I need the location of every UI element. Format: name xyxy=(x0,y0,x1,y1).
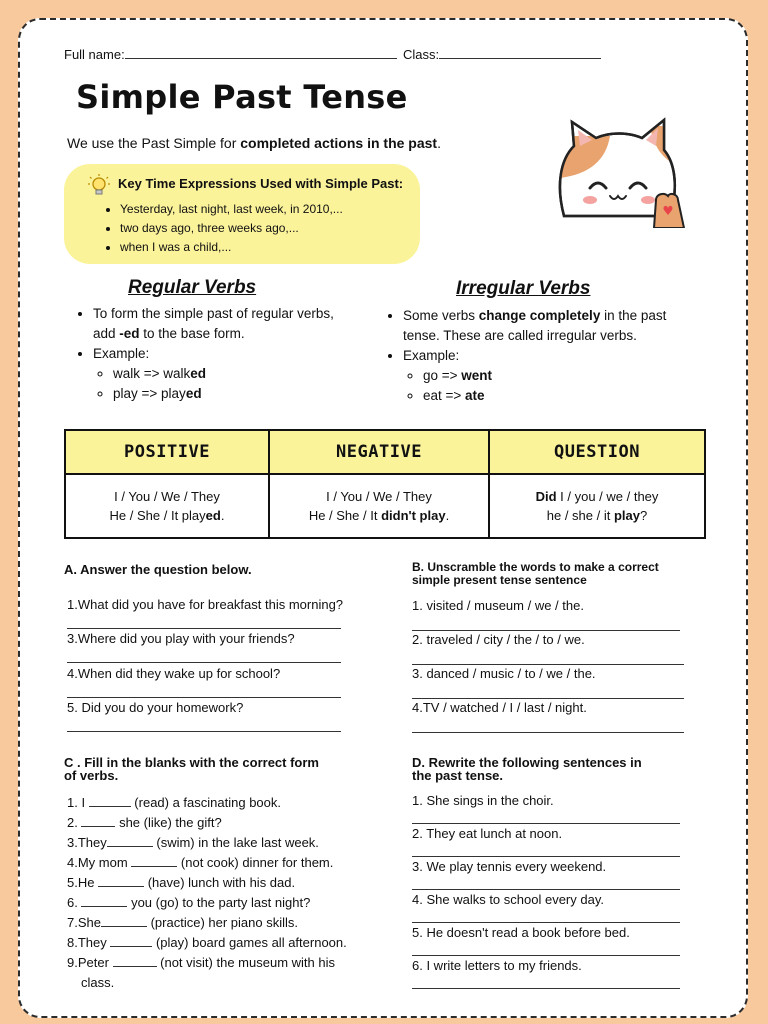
rewrite-3: 3. We play tennis every weekend. xyxy=(412,859,607,874)
section-b-heading xyxy=(412,561,659,587)
regular-verbs-section xyxy=(75,304,355,404)
blank-field[interactable] xyxy=(81,814,115,827)
negative-end: . xyxy=(445,508,450,523)
section-c-heading-line: C . Fill in the blanks with the correct form xyxy=(64,755,319,770)
list-item xyxy=(93,344,355,404)
answer-line[interactable] xyxy=(67,730,341,732)
blank-field[interactable] xyxy=(113,954,157,967)
answer-line[interactable] xyxy=(67,661,341,663)
question-end: ? xyxy=(639,508,648,523)
item-text: 4.My mom xyxy=(67,855,132,870)
example-bold: ate xyxy=(465,388,485,403)
list-item xyxy=(113,384,355,404)
question-a1: 1.What did you have for breakfast this morning? xyxy=(67,597,344,612)
intro-prefix: We use the Past Simple for xyxy=(67,135,241,151)
answer-line[interactable] xyxy=(412,855,680,857)
irregular-verbs-section xyxy=(385,306,705,406)
answer-line[interactable] xyxy=(412,888,680,890)
negative-bold: didn't play xyxy=(381,508,446,523)
intro-bold: completed actions in the past xyxy=(240,135,438,151)
list-item xyxy=(67,813,347,833)
irregular-rule-end: in the past tense. These are called irregular verbs. xyxy=(403,308,667,343)
section-c-heading xyxy=(64,756,319,782)
negative-text: He / She / It xyxy=(308,508,382,523)
list-item xyxy=(67,953,347,973)
example-bold: ed xyxy=(190,366,207,381)
section-b-heading-line: B. Unscramble the words to make a correct xyxy=(412,560,659,574)
item-text: she (like) the gift? xyxy=(115,815,222,830)
question-a4: 4.When did they wake up for school? xyxy=(67,666,281,681)
fullname-label: Full name: xyxy=(64,47,125,62)
negative-cell xyxy=(269,474,489,538)
negative-line-1: I / You / We / They xyxy=(326,489,432,504)
section-d-heading xyxy=(412,756,642,782)
list-item xyxy=(113,364,355,384)
question-text: he / she / it xyxy=(546,508,614,523)
positive-cell xyxy=(65,474,269,538)
positive-bold: ed xyxy=(205,508,221,523)
example-bold: went xyxy=(461,368,493,383)
rewrite-1: 1. She sings in the choir. xyxy=(412,793,554,808)
blank-field[interactable] xyxy=(101,914,147,927)
list-item xyxy=(423,366,705,386)
list-item xyxy=(67,893,347,913)
irregular-verbs-heading: Irregular Verbs xyxy=(456,278,591,299)
list-item xyxy=(93,304,355,344)
unscramble-3: 3. danced / music / to / we / the. xyxy=(412,666,596,681)
item-text: 1. I xyxy=(67,795,89,810)
positive-text: He / She / It play xyxy=(109,508,206,523)
section-d-heading-line: the past tense. xyxy=(412,768,504,783)
answer-line[interactable] xyxy=(412,663,684,665)
list-item: • two days ago, three weeks ago,... xyxy=(120,219,343,238)
list-item xyxy=(67,833,347,853)
regular-rule-text: To form the simple past of regular verbs, add xyxy=(93,306,334,341)
unscramble-2: 2. traveled / city / the / to / we. xyxy=(412,632,585,647)
question-bold: Did xyxy=(535,489,557,504)
item-text: (not cook) dinner for them. xyxy=(177,855,334,870)
list-item xyxy=(67,873,347,893)
irregular-rule-text: Some verbs xyxy=(403,308,479,323)
section-d-heading-line: D. Rewrite the following sentences in xyxy=(412,755,642,770)
item-text: (practice) her piano skills. xyxy=(146,915,298,930)
regular-rule-end: to the base form. xyxy=(139,326,245,341)
page-title: Simple Past Tense xyxy=(76,78,408,116)
section-b-heading-line: simple present tense sentence xyxy=(412,573,587,587)
example-label: Example: xyxy=(93,346,150,361)
example-text: go => xyxy=(423,368,462,383)
list-item xyxy=(67,933,347,953)
item-text: 6. xyxy=(67,895,82,910)
example-text: walk => walk xyxy=(113,366,191,381)
header-positive: POSITIVE xyxy=(65,430,269,474)
list-item: • when I was a child,... xyxy=(120,238,343,257)
answer-line[interactable] xyxy=(412,629,680,631)
time-expressions-box xyxy=(64,164,420,264)
question-a5: 5. Did you do your homework? xyxy=(67,700,244,715)
irregular-rule-bold: change completely xyxy=(478,308,601,323)
section-a-heading: A. Answer the question below. xyxy=(64,562,252,577)
question-cell xyxy=(489,474,705,538)
item-text: (not visit) the museum with his xyxy=(156,955,335,970)
positive-line-1: I / You / We / They xyxy=(114,489,220,504)
blank-field[interactable] xyxy=(131,854,177,867)
rewrite-2: 2. They eat lunch at noon. xyxy=(412,826,563,841)
list-item xyxy=(403,346,705,406)
blank-field[interactable] xyxy=(110,934,152,947)
example-bold: ed xyxy=(185,386,202,401)
header-question: QUESTION xyxy=(489,430,705,474)
cat-mascot-icon xyxy=(550,116,690,228)
section-c-heading-line: of verbs. xyxy=(64,768,119,783)
question-line-1 xyxy=(491,487,703,506)
question-bold: play xyxy=(613,508,640,523)
answer-line[interactable] xyxy=(412,822,680,824)
answer-line[interactable] xyxy=(412,954,680,956)
positive-end: . xyxy=(220,508,225,523)
worksheet-page xyxy=(18,18,748,1018)
regular-rule-bold: -ed xyxy=(119,326,140,341)
fullname-line[interactable] xyxy=(125,46,397,59)
question-text: I / you / we / they xyxy=(556,489,659,504)
unscramble-4: 4.TV / watched / I / last / night. xyxy=(412,700,587,715)
question-a3: 3.Where did you play with your friends? xyxy=(67,631,295,646)
answer-line[interactable] xyxy=(67,627,341,629)
rewrite-6: 6. I write letters to my friends. xyxy=(412,958,582,973)
example-label: Example: xyxy=(403,348,460,363)
list-item: • Yesterday, last night, last week, in 2010,... xyxy=(120,200,343,219)
item-text: 5.He xyxy=(67,875,99,890)
blank-field[interactable] xyxy=(81,894,127,907)
regular-verbs-heading: Regular Verbs xyxy=(128,277,257,298)
item-text: (read) a fascinating book. xyxy=(130,795,281,810)
rewrite-4: 4. She walks to school every day. xyxy=(412,892,604,907)
item-text: (swim) in the lake last week. xyxy=(152,835,319,850)
time-expressions-list xyxy=(100,200,343,257)
class-line[interactable] xyxy=(439,46,601,59)
unscramble-1: 1. visited / museum / we / the. xyxy=(412,598,584,613)
class-label: Class: xyxy=(403,47,440,62)
list-item xyxy=(67,913,347,933)
header-negative: NEGATIVE xyxy=(269,430,489,474)
blank-field[interactable] xyxy=(98,874,144,887)
class-field[interactable] xyxy=(403,46,601,62)
intro-suffix: . xyxy=(437,135,441,151)
positive-line-2 xyxy=(67,506,267,525)
item-text: 9.Peter xyxy=(67,955,113,970)
time-box-heading: Key Time Expressions Used with Simple Past: xyxy=(118,176,404,191)
fullname-field[interactable] xyxy=(64,46,397,62)
item-text: 3.They xyxy=(67,835,107,850)
answer-line[interactable] xyxy=(412,921,680,923)
question-line-2 xyxy=(491,506,703,525)
blank-field[interactable] xyxy=(89,794,131,807)
answer-line[interactable] xyxy=(412,731,684,733)
answer-line[interactable] xyxy=(67,696,341,698)
lightbulb-icon xyxy=(88,174,110,198)
item-text: you (go) to the party last night? xyxy=(127,895,311,910)
fill-in-list xyxy=(67,793,347,993)
answer-line[interactable] xyxy=(412,697,684,699)
list-item-continuation: class. xyxy=(81,975,115,990)
rewrite-5: 5. He doesn't read a book before bed. xyxy=(412,925,630,940)
list-item xyxy=(67,793,347,813)
negative-line-2 xyxy=(271,506,487,525)
list-item xyxy=(403,306,705,346)
list-item xyxy=(423,386,705,406)
item-text: (have) lunch with his dad. xyxy=(144,875,296,890)
item-text: 2. xyxy=(67,815,82,830)
example-text: eat => xyxy=(423,388,466,403)
blank-field[interactable] xyxy=(107,834,153,847)
answer-line[interactable] xyxy=(412,987,680,989)
conjugation-table xyxy=(64,429,706,539)
example-text: play => play xyxy=(113,386,186,401)
item-text: (play) board games all afternoon. xyxy=(152,935,347,950)
list-item xyxy=(67,853,347,873)
intro-text xyxy=(67,135,441,151)
item-text: 8.They xyxy=(67,935,111,950)
item-text: 7.She xyxy=(67,915,101,930)
